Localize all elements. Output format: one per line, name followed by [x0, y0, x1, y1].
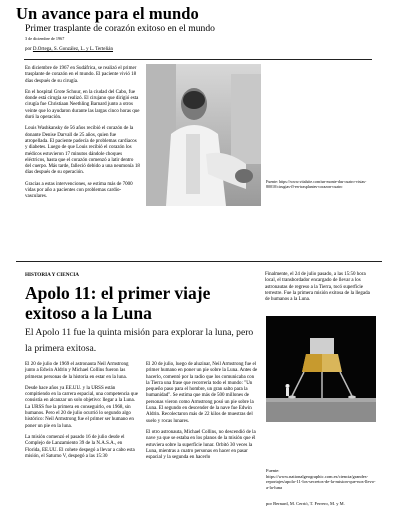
photo-surgeon	[146, 64, 261, 206]
article2-col2	[146, 362, 258, 461]
article1-body	[25, 66, 140, 201]
article1-byline	[25, 47, 113, 53]
article1-rule	[24, 59, 372, 60]
paragraph: Gracias a estas intervenciones, se estima más de 7000 vidas por año a pacientes con problemas cardio-vasculares.	[25, 181, 133, 200]
article2-headline: Apolo 11: el primer viaje exitoso a la Luna	[25, 283, 211, 323]
paragraph: El 20 de julio, luego de aluzinar, Neil Armstrong fue el primer humano en poner un pie sobre la Luna. Antes de hacerlo, comentó por la radio que los comunicaba con la Tierra una frase que recorrería todo el mundo: "Un pequeño paso para el hombre, un gran salto para la humanidad". Se estima que más de 500 millones de personas vieron como Armstrong posó un pie sobre la Luna. El segundo en descender de la nave fue Edwin Aldrin. Recolectaron más de 22 kilos de muestras del suelo y rocas lunares.	[146, 362, 258, 424]
article2-subhead: El Apolo 11 fue la quinta misión para explorar la luna, pero la primera exitosa.	[25, 327, 254, 354]
article1-subhead: Primer trasplante de corazón exitoso en el mundo	[25, 23, 215, 34]
article2-byline: por Bernard, M. Cerrió, T. Ferrero, M. y M.	[266, 501, 345, 506]
article2-section: HISTORIA Y CIENCIA	[25, 272, 80, 278]
article2-col1	[25, 362, 138, 460]
photo-lunar-module	[266, 316, 376, 422]
paragraph: En el hospital Grote Schuur, en la ciudad del Cabo, fue donde está cirugía se realizó. El cirujano que dirigió esta cirugía fue Christiaan Neethling Barnard junto a otros veinte que lo ayudaron durante las largas cinco horas que duró la operación.	[25, 89, 140, 121]
paragraph: El 20 de julio de 1969 el astronauta Neil Armstrong junto a Edwin Aldrin y Michael Collins fueron las primeras personas de la historia en estar en la luna.	[25, 362, 129, 380]
article1-source: Fuente: https://www.vitalsite.com/un-monte-das-cuatro-vistas-80010/cirugias-fl-en-trasplantes-corazon-cuatro	[266, 179, 367, 189]
paragraph: Desde hace años ya EE.UU. y la URSS están compitiendo en la carrera espacial, una competencia que consistía en alcanzar un solo objetivo: llegar a la Luna. La URSS fue la primera en conseguirlo, en 1968, sin humanos. Pero el 20 de julio ocurrió lo segundo algo histórico: Neil Armstrong fue el primer ser humano en poner un pie en la luna.	[25, 385, 138, 429]
page-divider	[16, 261, 382, 262]
paragraph: En diciembre de 1967 en Sudáfrica, se realizó el primer trasplante de corazón en el mundo. El paciente vivió 18 días después de su cirugía.	[25, 66, 137, 84]
byline-prefix: por	[25, 47, 32, 52]
byline-names: D.Ortega, S. González, L. y L. Tertelián	[32, 47, 114, 52]
surgeon-photo-art	[146, 64, 261, 206]
lunar-module-art	[266, 316, 376, 422]
paragraph: Louis Washkansky de 56 años recibió el corazón de la donante Denise Darvall de 25 años, quien fue atropellada. El paciente padecía de problemas cardiacos y diabetes. Luego de que Louis recibió el corazón los médicos estuvieron 17 minutos dándole choques eléctricos, hasta que el corazón comenzó a latir dentro del cuerpo. Más tarde, falleció debido a una neumonía 18 días después de su operación.	[25, 126, 140, 176]
article2-col3: Finalmente, el 24 de julio pasado, a las 15:50 hora local, el transbordador encargado de llevar a los astronautas de regreso a la Tierra, tocó superficie terrestre. Fue la primera misión exitosa de la llegada de humanos a la Luna.	[265, 272, 370, 303]
paragraph: La misión comenzó el pasado 16 de julio desde el Complejo de Lanzamiento 39 de la N.A.S.A., en Florida, EE.UU. El cohete despegó a llevar a cabo esta misión, el Saturno V, despegó a las 15:30	[25, 434, 135, 459]
article1-headline: Un avance para el mundo	[16, 4, 199, 23]
article1-date: 3 de diciembre de 1967	[25, 35, 65, 41]
article2-source: Fuente: https://www.nationalgeographic.com.es/ciencia/grandes-reportajes/apolo-11-los-secretos-de-la-mision-que-nos-llevo-a-la-luna	[266, 468, 376, 490]
paragraph: El otro astronauta, Michael Collins, no descendió de la nave ya que se estaba en los planos de la misión que él estuviera sobre la superficie lunar. Orbitó 30 veces la Luna, mientras a cuatro personas en hacer en pasar espacial y la segunda en hacerlo	[146, 429, 256, 461]
